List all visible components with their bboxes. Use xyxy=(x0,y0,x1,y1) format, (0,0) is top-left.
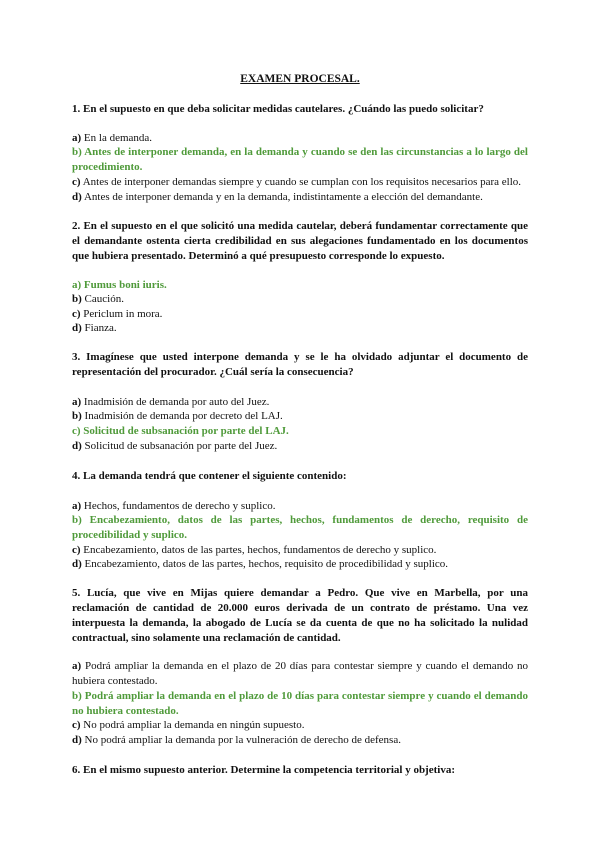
option-text: Antes de interponer demanda y en la demanda, indistintamente a elección del demandante. xyxy=(83,191,483,203)
option-text: Antes de interponer demanda, en la demanda y cuando se den las circunstancias a lo largo del procedimiento. xyxy=(72,146,528,173)
option-letter: d) xyxy=(72,440,82,452)
option-letter: c) xyxy=(72,308,81,320)
option-text: Inadmisión de demanda por decreto del LAJ. xyxy=(84,410,283,422)
option-text: Solicitud de subsanación por parte del Juez. xyxy=(84,440,278,452)
answer-option xyxy=(72,307,528,322)
answer-option xyxy=(72,659,528,689)
answer-option-correct xyxy=(72,513,528,543)
answer-option xyxy=(72,543,528,558)
option-letter: d) xyxy=(72,558,82,570)
option-letter: a) xyxy=(72,279,82,291)
answer-option xyxy=(72,499,528,514)
answer-option xyxy=(72,292,528,307)
option-text: Fianza. xyxy=(84,322,117,334)
option-letter: d) xyxy=(72,322,82,334)
option-letter: c) xyxy=(72,425,81,437)
answer-option xyxy=(72,733,528,748)
question-3: 3. Imagínese que usted interpone demanda y se le ha olvidado adjuntar el documento de representación del procurador. ¿Cuál sería la consecuencia? xyxy=(72,351,528,378)
page-title: EXAMEN PROCESAL. xyxy=(240,73,360,85)
option-letter: c) xyxy=(72,176,81,188)
answer-option xyxy=(72,321,528,336)
option-text: Podrá ampliar la demanda en el plazo de 20 días para contestar siempre y cuando el demando no hubiera contestado. xyxy=(72,660,529,687)
option-letter: d) xyxy=(72,191,82,203)
option-text: Encabezamiento, datos de las partes, hechos, requisito de procedibilidad y suplico. xyxy=(84,558,449,570)
option-letter: b) xyxy=(72,146,82,158)
option-text: Antes de interponer demandas siempre y cuando se cumplan con los requisitos necesarios para ello. xyxy=(82,176,522,188)
option-text: Encabezamiento, datos de las partes, hechos, fundamentos de derecho, requisito de procedibilidad y suplico. xyxy=(72,514,529,541)
answer-option-correct xyxy=(72,424,528,439)
question-6: 6. En el mismo supuesto anterior. Determine la competencia territorial y objetiva: xyxy=(72,764,455,776)
option-letter: b) xyxy=(72,410,82,422)
option-text: En la demanda. xyxy=(83,132,153,144)
option-letter: a) xyxy=(72,396,82,408)
option-text: Caución. xyxy=(84,293,124,305)
answer-option-correct xyxy=(72,689,528,719)
option-letter: a) xyxy=(72,660,82,672)
option-text: Periclum in mora. xyxy=(83,308,163,320)
answer-option xyxy=(72,557,528,572)
answer-option xyxy=(72,718,528,733)
answer-option xyxy=(72,175,528,190)
option-text: Encabezamiento, datos de las partes, hechos, fundamentos de derecho y suplico. xyxy=(83,544,437,556)
question-5: 5. Lucía, que vive en Mijas quiere demandar a Pedro. Que vive en Marbella, por una reclamación de cantidad de 20.000 euros derivada de un contrato de préstamo. Una vez interpuesta la demanda, la abogado de Lucía se da cuenta de que no ha solicitado la nulidad contractual, sino solamente una reclamación de cantidad. xyxy=(72,587,528,644)
option-letter: c) xyxy=(72,719,81,731)
answer-option-correct xyxy=(72,278,528,293)
option-text: No podrá ampliar la demanda por la vulneración de derecho de defensa. xyxy=(84,734,401,746)
question-1: 1. En el supuesto en que deba solicitar medidas cautelares. ¿Cuándo las puedo solicitar? xyxy=(72,103,484,115)
option-text: Solicitud de subsanación por parte del LAJ. xyxy=(83,425,289,437)
option-text: Inadmisión de demanda por auto del Juez. xyxy=(83,396,270,408)
option-letter: a) xyxy=(72,500,82,512)
option-text: No podrá ampliar la demanda en ningún supuesto. xyxy=(83,719,305,731)
option-text: Podrá ampliar la demanda en el plazo de 10 días para contestar siempre y cuando el demando no hubiera contestado. xyxy=(72,690,528,717)
option-text: Fumus boni iuris. xyxy=(83,279,167,291)
answer-option xyxy=(72,439,528,454)
answer-option xyxy=(72,395,528,410)
option-letter: a) xyxy=(72,132,82,144)
option-text: Hechos, fundamentos de derecho y suplico. xyxy=(83,500,276,512)
question-4: 4. La demanda tendrá que contener el siguiente contenido: xyxy=(72,470,347,482)
answer-option-correct xyxy=(72,145,528,175)
question-2: 2. En el supuesto en el que solicitó una medida cautelar, deberá fundamentar correctamente que el demandante ostenta cierta credibilidad en sus alegaciones fundamentado en los documentos que hubiera presentado. Determinó a qué presupuesto corresponde lo expuesto. xyxy=(72,220,528,262)
option-letter: b) xyxy=(72,293,82,305)
option-letter: c) xyxy=(72,544,81,556)
option-letter: d) xyxy=(72,734,82,746)
answer-option xyxy=(72,190,528,205)
option-letter: b) xyxy=(72,514,82,526)
answer-option xyxy=(72,131,528,146)
option-letter: b) xyxy=(72,690,82,702)
answer-option xyxy=(72,409,528,424)
